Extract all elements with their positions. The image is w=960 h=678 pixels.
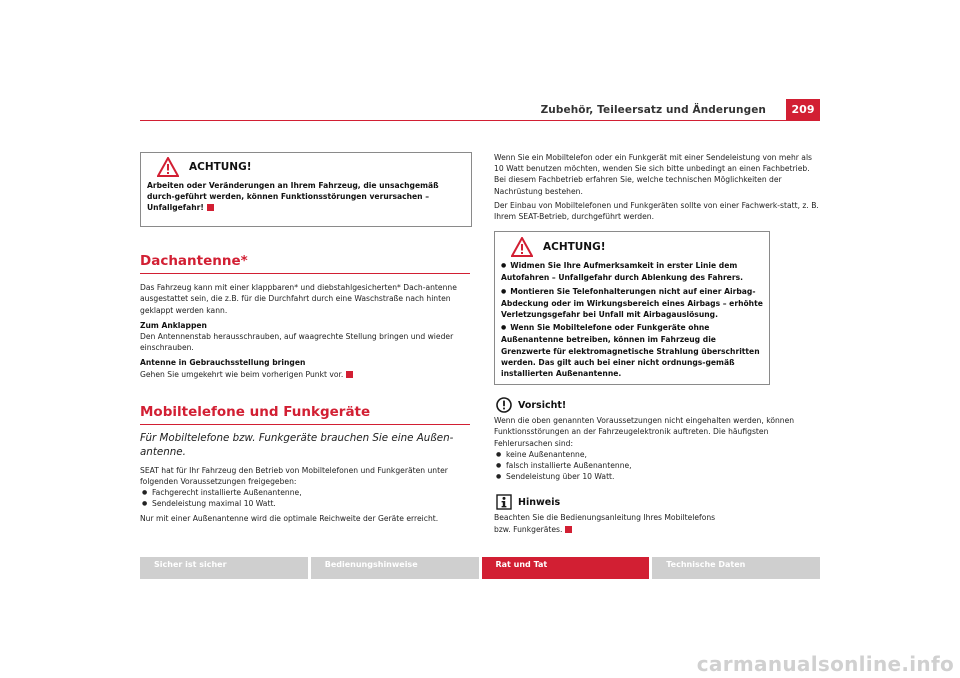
caution-label: Vorsicht! xyxy=(518,399,567,411)
right-para-2: Der Einbau von Mobiltelefonen und Funkgeräten sollte von einer Fachwerk-statt, z. B. Ihrem SEAT-Betrieb, durchgeführt werden. xyxy=(494,200,819,222)
page-number: 209 xyxy=(786,99,820,120)
left-column xyxy=(140,152,470,524)
warning-list xyxy=(501,260,763,379)
end-mark-icon xyxy=(565,526,572,533)
warning-text-content: Arbeiten oder Veränderungen an Ihrem Fahrzeug, die unsachgemäß durch-geführt werden, können Funktionsstörungen verursachen – Unfallgefahr! xyxy=(147,181,439,213)
end-mark-icon xyxy=(207,204,214,211)
tab-sicher-ist-sicher[interactable]: Sicher ist sicher xyxy=(140,557,308,579)
list-item: ● falsch installierte Außenantenne, xyxy=(494,460,820,471)
list-item: ● Montieren Sie Telefonhalterungen nicht auf einer Airbag-Abdeckung oder im Wirkungsbereich eines Airbags – erhöhte Verletzungsgefahr bei Unfall mit Airbagauslösung. xyxy=(501,286,763,321)
warning-triangle-icon xyxy=(157,157,179,177)
warning-text xyxy=(147,180,465,214)
warning-label: ACHTUNG! xyxy=(543,241,606,254)
list-item: ● Widmen Sie Ihre Aufmerksamkeit in erster Linie dem Autofahren – Unfallgefahr durch Ablenkung des Fahrers. xyxy=(501,260,763,283)
list-item: ● Fachgerecht installierte Außenantenne, xyxy=(140,487,470,498)
warning-box xyxy=(140,152,472,227)
chapter-nav xyxy=(140,557,820,579)
tab-bedienungshinweise[interactable]: Bedienungshinweise xyxy=(311,557,479,579)
right-column xyxy=(494,152,820,535)
watermark: carmanualsonline.info xyxy=(696,652,954,676)
warning-triangle-icon xyxy=(511,237,533,257)
list-item: ● Wenn Sie Mobiltelefone oder Funkgeräte ohne Außenantenne betreiben, können im Fahrzeug die Grenzwerte für elektromagnetische Strahlung überschritten werden. Das gilt auch bei einer nicht ordnungs-gemäß installierten Außenantenne. xyxy=(501,322,763,379)
subheading-anklappen: Zum Anklappen xyxy=(140,320,207,330)
right-para-1: Wenn Sie ein Mobiltelefon oder ein Funkgerät mit einer Sendeleistung von mehr als 10 Watt benutzen möchten, wenden Sie sich bitte unbedingt an einen Fachbetrieb. Bei diesem Fachbetrieb erfahren Sie, welche technischen Möglichkeiten der Nachrüstung bestehen. xyxy=(494,153,813,196)
warning-header xyxy=(501,236,763,258)
mobiltelefone-outro: Nur mit einer Außenantenne wird die optimale Reichweite der Geräte erreicht. xyxy=(140,513,439,523)
warning-box-2 xyxy=(494,231,770,385)
gebrauchsstellung-text-wrap xyxy=(140,369,470,380)
list-item: ● keine Außenantenne, xyxy=(494,449,820,460)
hint-text-wrap xyxy=(494,512,734,534)
tab-rat-und-tat[interactable]: Rat und Tat xyxy=(482,557,650,579)
end-mark-icon xyxy=(346,371,353,378)
mobiltelefone-lead: Für Mobiltelefone bzw. Funkgeräte brauchen Sie eine Außen-antenne. xyxy=(140,431,454,458)
hint-label: Hinweis xyxy=(518,496,561,508)
header-rule xyxy=(140,120,820,121)
warning-header xyxy=(147,156,465,178)
anklappen-text: Den Antennenstab herausschrauben, auf waagrechte Stellung bringen und wieder einschrauben. xyxy=(140,332,454,353)
hint-header xyxy=(494,492,820,512)
section-heading-mobiltelefone: Mobiltelefone und Funkgeräte xyxy=(140,404,470,425)
gebrauchsstellung-text: Gehen Sie umgekehrt wie beim vorherigen Punkt vor. xyxy=(140,369,344,379)
subheading-gebrauchsstellung: Antenne in Gebrauchsstellung bringen xyxy=(140,358,306,368)
dachantenne-intro: Das Fahrzeug kann mit einer klappbaren* und diebstahlgesicherten* Dach-antenne ausgestattet sein, die z.B. für die Durchfahrt durch eine Waschstraße nach hinten geklappt werden kann. xyxy=(140,283,457,315)
tab-technische-daten[interactable]: Technische Daten xyxy=(652,557,820,579)
caution-text: Wenn die oben genannten Voraussetzungen nicht eingehalten werden, können Funktionsstörungen an der Fahrzeugelektronik auftreten. Die häufigsten Fehlerursachen sind: xyxy=(494,416,795,448)
list-item: ● Sendeleistung maximal 10 Watt. xyxy=(140,498,470,509)
warning-label: ACHTUNG! xyxy=(189,161,252,173)
exclamation-circle-icon xyxy=(496,397,512,413)
section-heading-dachantenne: Dachantenne* xyxy=(140,253,470,274)
mobiltelefone-intro: SEAT hat für Ihr Fahrzeug den Betrieb von Mobiltelefonen und Funkgeräten unter folgenden Voraussetzungen freigegeben: xyxy=(140,465,448,487)
caution-header xyxy=(494,395,820,415)
list-item: ● Sendeleistung über 10 Watt. xyxy=(494,471,820,482)
chapter-title: Zubehör, Teileersatz und Änderungen xyxy=(540,104,766,116)
info-note-icon xyxy=(496,494,512,510)
hint-text: Beachten Sie die Bedienungsanleitung Ihres Mobiltelefons bzw. Funkgerätes. xyxy=(494,513,716,534)
